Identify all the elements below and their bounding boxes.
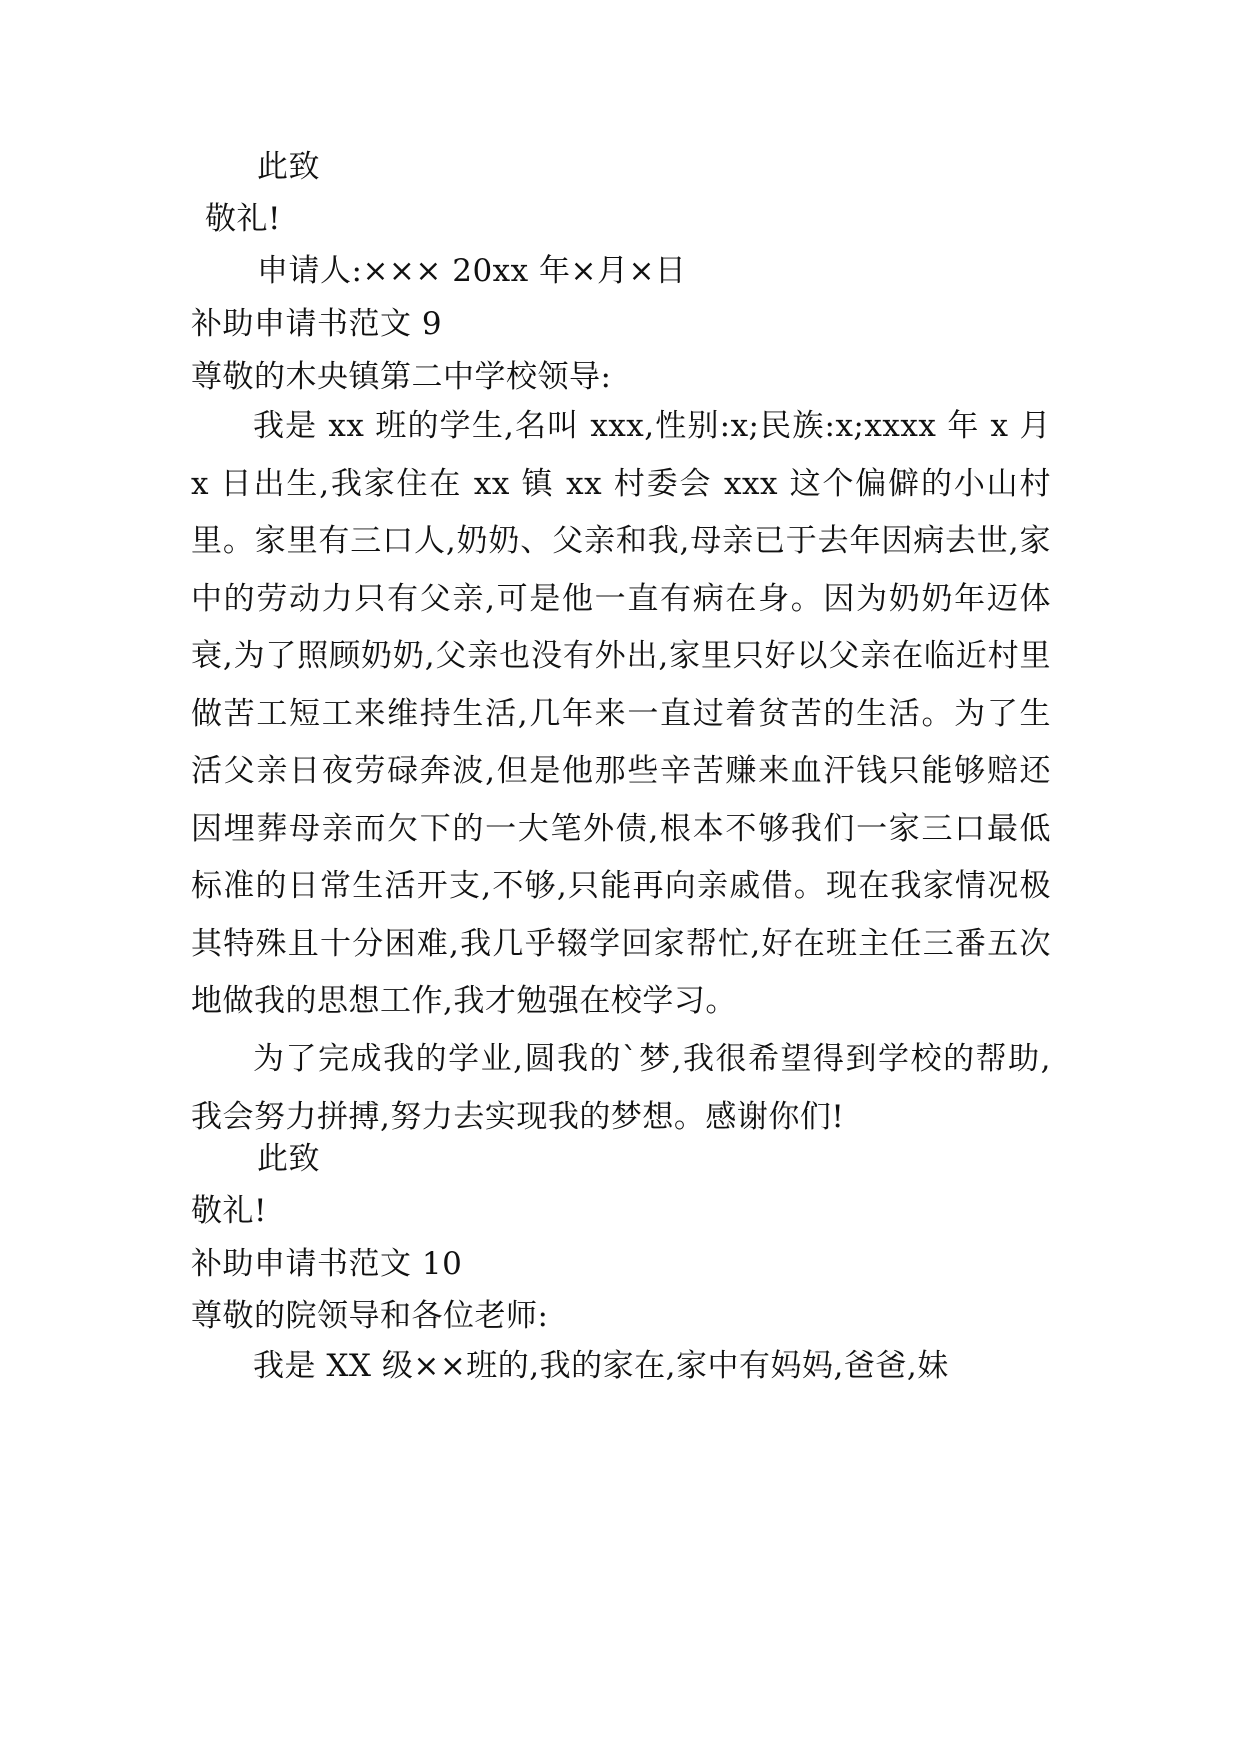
section-heading-10: 补助申请书范文 10 [191, 1246, 463, 1282]
body-paragraph-9-2: 为了完成我的学业,圆我的`梦,我很希望得到学校的帮助,我会努力拼搏,努力去实现我的梦想。感谢你们! [191, 1041, 1051, 1135]
salutation-text-9: 敬礼! [191, 1193, 267, 1229]
body-paragraph-10-1: 我是 XX 级××班的,我的家在,家中有妈妈,爸爸,妹 [253, 1348, 949, 1384]
greeting-9: 尊敬的木央镇第二中学校领导: [191, 359, 612, 395]
closing-text-9: 此致 [257, 1141, 320, 1177]
salutation-text: 敬礼! [205, 201, 281, 237]
closing-text: 此致 [257, 149, 320, 185]
section-heading-9: 补助申请书范文 9 [191, 306, 443, 342]
greeting-10: 尊敬的院领导和各位老师: [191, 1298, 549, 1334]
signature-line: 申请人:××× 20xx 年×月×日 [257, 253, 687, 289]
body-paragraph-9-1: 我是 xx 班的学生,名叫 xxx,性别:x;民族:x;xxxx 年 x 月 x 日出生,我家住在 xx 镇 xx 村委会 xxx 这个偏僻的小山村里。家里有三口人,奶奶、父亲和我,母亲已于去年因病去世,家中的劳动力只有父亲,可是他一直有病在身。因为奶奶年迈体衰,为了照顾奶奶,父亲也没有外出,家里只好以父亲在临近村里做苦工短工来维持生活,几年来一直过着贫苦的生活。为了生活父亲日夜劳碌奔波,但是他那些辛苦赚来血汗钱只能够赔还因埋葬母亲而欠下的一大笔外债,根本不够我们一家三口最低标准的日常生活开支,不够,只能再向亲戚借。现在我家情况极其特殊且十分困难,我几乎辍学回家帮忙,好在班主任三番五次地做我的思想工作,我才勉强在校学习。 [191, 408, 1051, 1019]
